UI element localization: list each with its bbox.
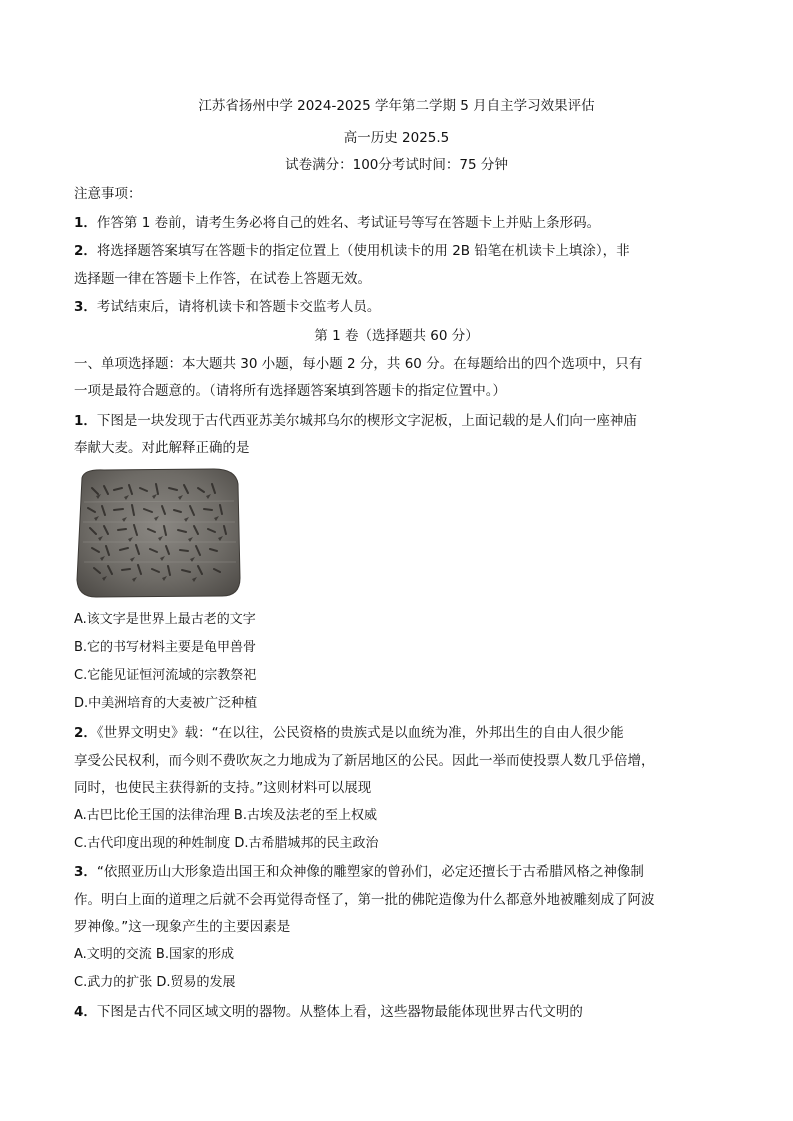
question-2-options: C.古代印度出现的种姓制度 D.古希腊城邦的民主政治 bbox=[74, 836, 379, 851]
question-3-options: A.文明的交流 B.国家的形成 bbox=[74, 947, 234, 962]
section-title: 第 1 卷（选择题共 60 分） bbox=[314, 328, 479, 344]
note-item: 选择题一律在答题卡上作答，在试卷上答题无效。 bbox=[74, 271, 371, 287]
question-1-option-c: C.它能见证恒河流域的宗教祭祀 bbox=[74, 668, 257, 683]
question-3-stem: 作。明白上面的道理之后就不会再觉得奇怪了，第一批的佛陀造像为什么都意外地被雕刻成了阿波 bbox=[74, 892, 655, 908]
question-3-stem: 3．“依照亚历山大形象造出国王和众神像的雕塑家的曾孙们，必定还擅长于古希腊风格之神像制 bbox=[74, 864, 644, 880]
section-instruction: 一、单项选择题：本大题共 30 小题，每小题 2 分，共 60 分。在每题给出的四个选项中，只有 bbox=[74, 356, 643, 372]
notes-heading: 注意事项： bbox=[74, 186, 142, 202]
question-4-stem: 4．下图是古代不同区域文明的器物。从整体上看，这些器物最能体现世界古代文明的 bbox=[74, 1004, 583, 1020]
exam-subtitle: 高一历史 2025.5 bbox=[343, 130, 450, 146]
note-item: 1．作答第 1 卷前，请考生务必将自己的姓名、考试证号等写在答题卡上并贴上条形码。 bbox=[74, 215, 601, 231]
question-2-stem: 同时，也使民主获得新的支持。”这则材料可以展现 bbox=[74, 780, 372, 796]
question-2-options: A.古巴比伦王国的法律治理 B.古埃及法老的至上权威 bbox=[74, 808, 377, 823]
question-2-stem: 享受公民权利，而今则不费吹灰之力地成为了新居地区的公民。因此一举而使投票人数几乎倍增， bbox=[74, 753, 655, 769]
exam-info: 试卷满分：100分考试时间：75 分钟 bbox=[285, 157, 508, 173]
question-1-option-a: A.该文字是世界上最古老的文字 bbox=[74, 612, 256, 627]
question-1-option-b: B.它的书写材料主要是龟甲兽骨 bbox=[74, 640, 257, 655]
question-3-stem: 罗神像。”这一现象产生的主要因素是 bbox=[74, 919, 291, 935]
question-1-option-d: D.中美洲培育的大麦被广泛种植 bbox=[74, 696, 258, 711]
note-item: 2．将选择题答案填写在答题卡的指定位置上（使用机读卡的用 2B 铅笔在机读卡上填涂），非 bbox=[74, 243, 630, 259]
question-3-options: C.武力的扩张 D.贸易的发展 bbox=[74, 975, 236, 990]
question-2-stem: 2．《世界文明史》载：“在以往，公民资格的贵族式是以血统为准，外邦出生的自由人很少能 bbox=[74, 725, 624, 741]
cuneiform-tablet-image bbox=[74, 466, 241, 599]
question-1-stem: 1．下图是一块发现于古代西亚苏美尔城邦乌尔的楔形文字泥板，上面记载的是人们向一座神庙 bbox=[74, 413, 637, 429]
question-1-stem: 奉献大麦。对此解释正确的是 bbox=[74, 440, 250, 456]
section-instruction: 一项是最符合题意的。（请将所有选择题答案填到答题卡的指定位置中。） bbox=[74, 383, 506, 399]
note-item: 3．考试结束后，请将机读卡和答题卡交监考人员。 bbox=[74, 299, 381, 315]
exam-title: 江苏省扬州中学 2024-2025 学年第二学期 5 月自主学习效果评估 bbox=[198, 98, 595, 114]
